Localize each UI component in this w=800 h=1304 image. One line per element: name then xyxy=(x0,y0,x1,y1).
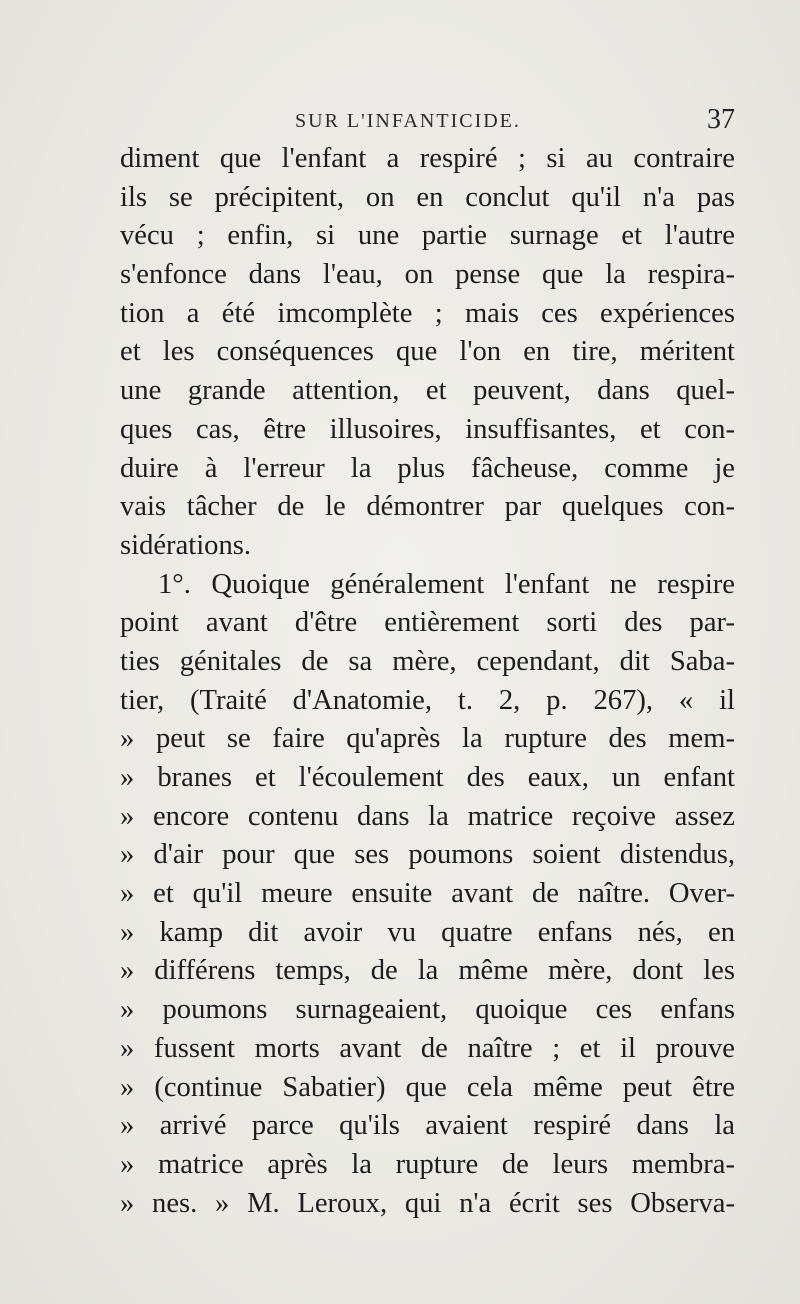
text-line: une grande attention, et peuvent, dans quel- xyxy=(120,375,735,407)
quote-line: » branes et l'écoulement des eaux, un enfant xyxy=(120,762,735,793)
text-line: et les conséquences que l'on en tire, méritent xyxy=(120,336,735,368)
quote-line: » différens temps, de la même mère, dont les xyxy=(120,955,735,987)
running-title: SUR L'INFANTICIDE. xyxy=(295,110,521,132)
text-line: ques cas, être illusoires, insuffisantes, et con- xyxy=(120,413,735,445)
quote-line: » et qu'il meure ensuite avant de naître. Over- xyxy=(120,878,735,910)
quote-line: » nes. » M. Leroux, qui n'a écrit ses Observa- xyxy=(120,1187,735,1219)
quote-line: » poumons surnageaient, quoique ces enfans xyxy=(120,994,735,1026)
text-line: point avant d'être entièrement sorti des par- xyxy=(120,607,735,639)
quote-line: » fussent morts avant de naître ; et il prouve xyxy=(120,1032,735,1064)
text-line: s'enfonce dans l'eau, on pense que la respira- xyxy=(120,259,735,291)
page-number: 37 xyxy=(707,104,735,135)
quote-line: » (continue Sabatier) que cela même peut être xyxy=(120,1071,735,1103)
text-line: ties génitales de sa mère, cependant, dit Saba- xyxy=(120,645,735,677)
text-line: ils se précipitent, on en conclut qu'il n'a pas xyxy=(120,181,735,213)
quote-line: » arrivé parce qu'ils avaient respiré dans la xyxy=(120,1110,735,1142)
text-line: sidérations. xyxy=(120,529,252,561)
paragraph-start-line: 1°. Quoique généralement l'enfant ne respire xyxy=(158,568,735,600)
quote-line: » kamp dit avoir vu quatre enfans nés, en xyxy=(120,916,735,948)
text-line: tion a été imcomplète ; mais ces expériences xyxy=(120,297,735,329)
quote-line: » peut se faire qu'après la rupture des mem- xyxy=(120,723,735,755)
text-line: vécu ; enfin, si une partie surnage et l'autre xyxy=(120,220,735,252)
quote-line: » encore contenu dans la matrice reçoive assez xyxy=(120,800,735,832)
text-line: vais tâcher de le démontrer par quelques con- xyxy=(120,491,735,523)
page-header xyxy=(120,104,735,144)
body-text xyxy=(120,140,735,1223)
quote-line: » matrice après la rupture de leurs membra- xyxy=(120,1148,735,1180)
text-line: duire à l'erreur la plus fâcheuse, comme je xyxy=(120,452,735,484)
quote-line: » d'air pour que ses poumons soient distendus, xyxy=(120,839,735,871)
text-line: tier, (Traité d'Anatomie, t. 2, p. 267), « il xyxy=(120,684,735,716)
text-line: diment que l'enfant a respiré ; si au contraire xyxy=(120,143,735,174)
